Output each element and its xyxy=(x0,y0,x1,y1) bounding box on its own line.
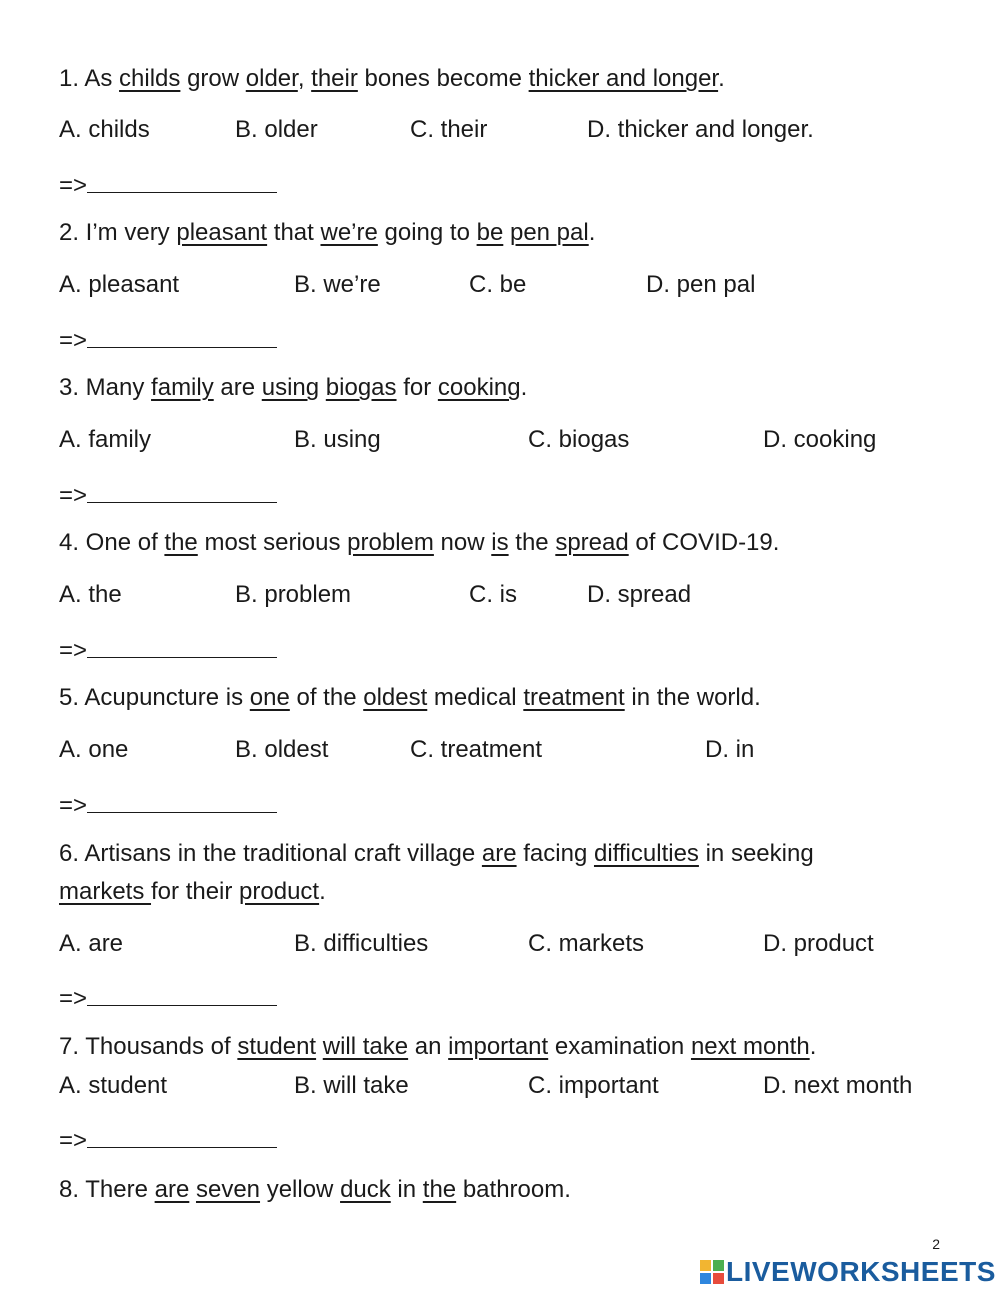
question-6-option-a[interactable]: A. are xyxy=(59,930,124,957)
text-segment: that xyxy=(267,219,321,246)
question-2-answer[interactable] xyxy=(59,325,277,356)
question-5-option-a[interactable]: A. one xyxy=(59,736,129,763)
question-7-option-d[interactable]: D. next month xyxy=(763,1072,913,1099)
text-segment: examination xyxy=(548,1033,691,1060)
text-segment: most serious xyxy=(197,529,348,556)
answer-prefix: => xyxy=(59,1127,88,1154)
question-4-text xyxy=(59,528,779,558)
text-segment: of the xyxy=(289,684,364,711)
underlined-word: childs xyxy=(119,65,181,92)
answer-prefix: => xyxy=(59,985,88,1012)
text-segment: . xyxy=(319,878,326,905)
text-segment: 5. Acupuncture is xyxy=(59,684,250,711)
question-5-option-b[interactable]: B. oldest xyxy=(235,736,329,763)
question-3-option-d[interactable]: D. cooking xyxy=(763,426,877,453)
question-1-answer[interactable] xyxy=(59,170,277,201)
underlined-word: will take xyxy=(322,1033,409,1060)
question-5-text xyxy=(59,683,761,713)
text-segment: going to xyxy=(377,219,477,246)
underlined-word: the xyxy=(422,1176,457,1203)
underlined-word: spread xyxy=(555,529,629,556)
question-3-option-c[interactable]: C. biogas xyxy=(528,426,630,453)
liveworksheets-logo-icon xyxy=(700,1260,724,1284)
answer-blank-field[interactable] xyxy=(87,790,277,813)
question-7-text xyxy=(59,1032,816,1062)
text-segment xyxy=(316,1033,323,1060)
text-segment: . xyxy=(809,1033,817,1060)
underlined-word: we’re xyxy=(320,219,378,246)
question-1-option-c[interactable]: C. their xyxy=(410,116,488,143)
brand-logo xyxy=(700,1256,996,1288)
question-6-text xyxy=(59,877,326,907)
underlined-word: seven xyxy=(195,1176,261,1203)
text-segment: 2. I’m very xyxy=(59,219,177,246)
text-segment xyxy=(503,219,510,246)
question-7-option-b[interactable]: B. will take xyxy=(294,1072,409,1099)
answer-prefix: => xyxy=(59,327,88,354)
underlined-word: the xyxy=(164,529,198,556)
answer-blank-field[interactable] xyxy=(87,170,277,193)
question-4-option-b[interactable]: B. problem xyxy=(235,581,352,608)
underlined-word: one xyxy=(249,684,290,711)
question-4-option-d[interactable]: D. spread xyxy=(587,581,692,608)
question-2-text xyxy=(59,218,595,248)
text-segment: grow xyxy=(180,65,246,92)
text-segment: . xyxy=(520,374,528,401)
answer-prefix: => xyxy=(59,172,88,199)
answer-blank-field[interactable] xyxy=(87,983,277,1006)
question-3-answer[interactable] xyxy=(59,480,277,511)
answer-blank-field[interactable] xyxy=(87,480,277,503)
text-segment: bathroom. xyxy=(456,1176,571,1203)
question-8-text xyxy=(59,1175,571,1205)
text-segment: in xyxy=(390,1176,423,1203)
question-4-option-c[interactable]: C. is xyxy=(469,581,517,608)
text-segment: in seeking xyxy=(698,840,814,867)
underlined-word: next month xyxy=(690,1033,810,1060)
answer-blank-field[interactable] xyxy=(87,635,277,658)
page-number: 2 xyxy=(932,1236,940,1252)
answer-blank-field[interactable] xyxy=(87,1125,277,1148)
question-1-text xyxy=(59,64,725,94)
underlined-word: product xyxy=(239,878,320,905)
underlined-word: are xyxy=(154,1176,190,1203)
underlined-word: problem xyxy=(347,529,434,556)
text-segment xyxy=(189,1176,196,1203)
underlined-word: their xyxy=(311,65,358,92)
question-3-text xyxy=(59,373,527,403)
text-segment: in the world. xyxy=(624,684,761,711)
answer-blank-field[interactable] xyxy=(87,325,277,348)
text-segment: now xyxy=(433,529,492,556)
text-segment xyxy=(319,374,326,401)
question-2-option-c[interactable]: C. be xyxy=(469,271,527,298)
underlined-word: cooking xyxy=(437,374,521,401)
brand-name: LIVEWORKSHEETS xyxy=(726,1256,996,1287)
question-7-option-c[interactable]: C. important xyxy=(528,1072,659,1099)
answer-prefix: => xyxy=(59,482,88,509)
text-segment: 6. Artisans in the traditional craft village xyxy=(59,840,482,867)
text-segment: medical xyxy=(427,684,524,711)
text-segment: 7. Thousands of xyxy=(59,1033,238,1060)
question-5-option-c[interactable]: C. treatment xyxy=(410,736,543,763)
text-segment: . xyxy=(718,65,725,92)
question-2-option-d[interactable]: D. pen pal xyxy=(646,271,756,298)
underlined-word: be xyxy=(476,219,504,246)
question-1-option-b[interactable]: B. older xyxy=(235,116,318,143)
text-segment: the xyxy=(508,529,556,556)
underlined-word: difficulties xyxy=(593,840,699,867)
question-6-text xyxy=(59,839,814,869)
answer-prefix: => xyxy=(59,637,88,664)
text-segment: are xyxy=(213,374,262,401)
question-2-option-a[interactable]: A. pleasant xyxy=(59,271,180,298)
underlined-word: thicker and longer xyxy=(528,65,719,92)
question-1-option-a[interactable]: A. childs xyxy=(59,116,150,143)
question-5-answer[interactable] xyxy=(59,790,277,821)
text-segment: . xyxy=(588,219,596,246)
text-segment: bones become xyxy=(357,65,529,92)
text-segment: an xyxy=(408,1033,449,1060)
question-3-option-a[interactable]: A. family xyxy=(59,426,152,453)
underlined-word: using xyxy=(261,374,320,401)
question-5-option-d[interactable]: D. in xyxy=(705,736,755,763)
question-6-option-d[interactable]: D. product xyxy=(763,930,874,957)
text-segment: of COVID-19. xyxy=(628,529,780,556)
question-7-option-a[interactable]: A. student xyxy=(59,1072,168,1099)
underlined-word: biogas xyxy=(325,374,397,401)
question-6-option-b[interactable]: B. difficulties xyxy=(294,930,429,957)
underlined-word: duck xyxy=(340,1176,391,1203)
underlined-word: markets xyxy=(59,878,152,905)
question-2-option-b[interactable]: B. we’re xyxy=(294,271,381,298)
question-7-answer[interactable] xyxy=(59,1125,277,1156)
question-6-option-c[interactable]: C. markets xyxy=(528,930,645,957)
underlined-word: treatment xyxy=(523,684,625,711)
text-segment: facing xyxy=(516,840,594,867)
question-4-option-a[interactable]: A. the xyxy=(59,581,122,608)
text-segment: yellow xyxy=(260,1176,341,1203)
underlined-word: are xyxy=(481,840,517,867)
underlined-word: important xyxy=(448,1033,549,1060)
underlined-word: older xyxy=(245,65,298,92)
text-segment: for xyxy=(396,374,438,401)
underlined-word: oldest xyxy=(363,684,428,711)
question-4-answer[interactable] xyxy=(59,635,277,666)
underlined-word: pleasant xyxy=(176,219,268,246)
underlined-word: student xyxy=(237,1033,317,1060)
underlined-word: family xyxy=(151,374,214,401)
text-segment: 3. Many xyxy=(59,374,152,401)
question-6-answer[interactable] xyxy=(59,983,277,1014)
text-segment: , xyxy=(297,65,312,92)
text-segment: for their xyxy=(151,878,240,905)
underlined-word: is xyxy=(491,529,509,556)
text-segment: 1. As xyxy=(59,65,120,92)
text-segment: 8. There xyxy=(59,1176,155,1203)
underlined-word: pen pal xyxy=(509,219,589,246)
question-1-option-d[interactable]: D. thicker and longer. xyxy=(587,116,814,143)
answer-prefix: => xyxy=(59,792,88,819)
text-segment: 4. One of xyxy=(59,529,165,556)
question-3-option-b[interactable]: B. using xyxy=(294,426,381,453)
